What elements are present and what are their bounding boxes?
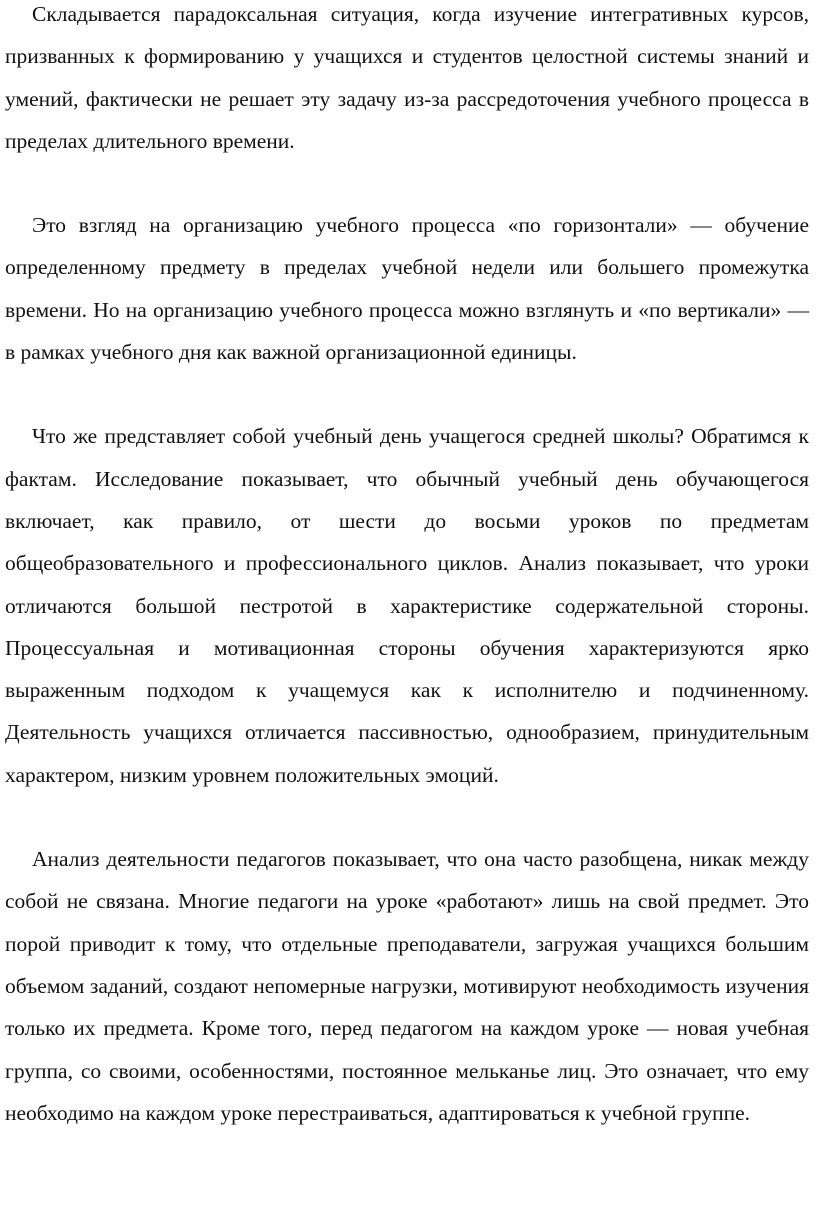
paragraph-1: Складывается парадоксальная ситуация, когда изучение интегративных курсов, призванных к формированию у учащихся и студентов целостной системы знаний и умений, фактически не решает эту задачу из-за рассредоточения учебного процесса в пределах длительного времени. [5,2,809,153]
paragraph-2: Это взгляд на организацию учебного процесса «по горизонтали» — обучение определенному предмету в пределах учебной недели или большего промежутка времени. Но на организацию учебного процесса можно взглянуть и «по вертикали» — в рамках учебного дня как важной организационной единицы. [5,213,809,365]
paragraph-3: Что же представляет собой учебный день учащегося средней школы? Обратимся к фактам. Исследование показывает, что обычный учебный день обучающегося включает, как правило, от шести до восьми уроков по предметам общеобразовательного и профессионального циклов. Анализ показывает, что уроки отличаются большой пестротой в характеристике содержательной стороны. Процессуальная и мотивационная стороны обучения характеризуются ярко выраженным подходом к учащемуся как к исполнителю и подчиненному. Деятельность учащихся отличается пассивностью, однообразием, принудительным характером, низким уровнем положительных эмоций. [5,424,809,787]
paragraph-4: Анализ деятельности педагогов показывает, что она часто разобщена, никак между собой не связана. Многие педагоги на уроке «работают» лишь на свой предмет. Это порой приводит к тому, что отдельные преподаватели, загружая учащихся большим объемом заданий, создают непомерные нагрузки, мотивируют необходимость изучения только их предмета. Кроме того, перед педагогом на каждом уроке — новая учебная группа, со своими, особенностями, постоянное мельканье лиц. Это означает, что ему необходимо на каждом уроке перестраиваться, адаптироваться к учебной группе. [5,847,809,1125]
